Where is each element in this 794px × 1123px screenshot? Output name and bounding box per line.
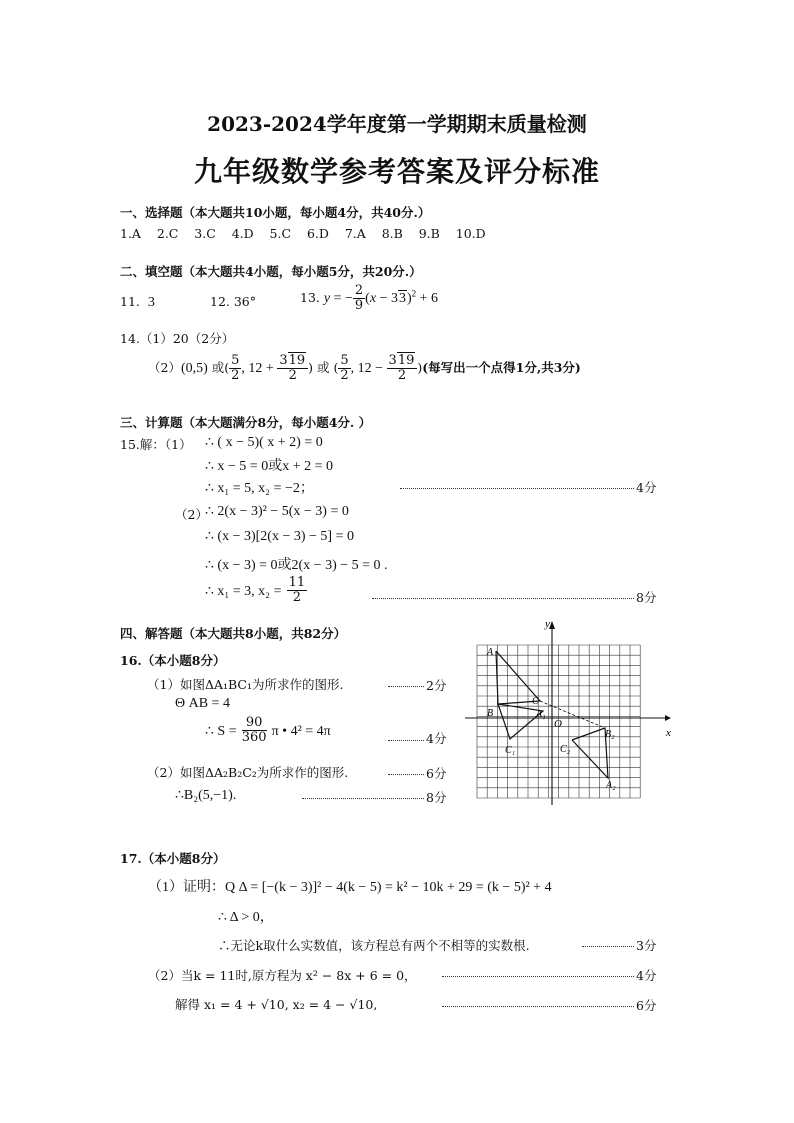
answer-key-title: 九年级数学参考答案及评分标准 <box>193 155 600 188</box>
q15-step3: ∴ x₁ = 5, x₂ = −2； <box>205 481 314 496</box>
label-A1: A₁ <box>536 709 546 720</box>
q17-score-2: 4分 <box>636 968 657 983</box>
section-1-heading: 一、选择题（本大题共10小题，每小题4分，共40分.） <box>120 205 431 220</box>
q15-step7: ∴ x₁ = 3, x₂ = $\frac{11}{2}$ <box>205 575 306 605</box>
q15-step2: ∴ x − 5 = 0或x + 2 = 0 <box>205 459 333 474</box>
q15-score-1: 4分 <box>636 480 657 495</box>
leader-dots <box>582 946 634 947</box>
leader-dots <box>388 774 424 775</box>
label-C1: C₁ <box>505 745 516 756</box>
label-C: C <box>532 696 539 707</box>
q17-line1: （1）证明：Q Δ = [−(k − 3)]² − 4(k − 5) = k² − 10k + 29 = (k − 5)² + 4 <box>148 880 552 895</box>
q13: 13. y = − $\frac{2}{9}$ $(x - 33)^2 + 6$ <box>300 283 439 313</box>
label-A2: A₂ <box>606 780 616 791</box>
section-3-heading: 三、计算题（本大题满分8分，每小题4分. ） <box>120 415 372 430</box>
q16-score-4: 8分 <box>426 790 447 805</box>
q16-line1: （1）如图ΔA₁BC₁为所求作的图形. <box>147 677 344 692</box>
q15-step1: ∴ ( x − 5)( x + 2) = 0 <box>205 435 323 450</box>
leader-dots <box>400 488 634 489</box>
answer-4: 4.D <box>231 226 254 241</box>
q17-title: 17.（本小题8分） <box>120 851 226 866</box>
leader-dots <box>442 1006 634 1007</box>
y-axis-arrow-icon <box>549 621 555 629</box>
leader-dots <box>372 598 634 599</box>
q16-line2: Θ AB = 4 <box>175 696 230 711</box>
leader-dots <box>302 798 424 799</box>
q16-line3: ∴ S = $\frac{90}{360}$ π • 4² = 4π <box>205 715 331 745</box>
leader-dots <box>442 976 634 977</box>
q16-score-1: 2分 <box>426 678 447 693</box>
answer-10: 10.D <box>455 226 486 241</box>
section-2-heading: 二、填空题（本大题共4小题，每小题5分，共20分.） <box>120 264 422 279</box>
q11: 11. 3 <box>120 294 155 310</box>
answer-1: 1.A <box>120 226 141 241</box>
q17-line2: ∴ Δ > 0， <box>218 910 274 925</box>
label-A: A <box>487 647 494 658</box>
x-axis-arrow-icon <box>665 715 671 721</box>
label-C2: C₂ <box>560 744 571 755</box>
q16-line5: ∴B₂(5,−1). <box>175 788 237 803</box>
q14-scoring-note: (每写出一个点得1分,共3分) <box>422 360 581 375</box>
spacer <box>498 704 608 778</box>
answer-2: 2.C <box>156 226 179 241</box>
origin-label: O <box>554 718 562 730</box>
q16-title: 16.（本小题8分） <box>120 653 226 668</box>
q11-answer: 3 <box>147 295 155 310</box>
q17-score-1: 3分 <box>636 938 657 953</box>
label-B2: B₂ <box>605 729 615 740</box>
triangle-A2B2C2 <box>572 728 608 778</box>
q15-score-2: 8分 <box>636 590 657 605</box>
q16-score-3: 6分 <box>426 766 447 781</box>
answer-9: 9.B <box>418 226 440 241</box>
answer-3: 3.C <box>194 226 216 241</box>
q17-line5: 解得 x₁ = 4 + √10, x₂ = 4 − √10, <box>175 997 378 1012</box>
leader-dots <box>388 740 424 741</box>
q15-part2-label: （2） <box>175 507 208 522</box>
q17-line3: ∴无论k取什么实数值，该方程总有两个不相等的实数根. <box>218 938 530 953</box>
q16-line4: （2）如图ΔA₂B₂C₂为所求作的图形. <box>147 765 349 780</box>
q14-part1: 14.（1）20（2分） <box>120 331 235 346</box>
y-axis-label: y <box>545 618 550 630</box>
answer-8: 8.B <box>381 226 403 241</box>
q16-score-2: 4分 <box>426 731 447 746</box>
q15-step5: ∴ (x − 3)[2(x − 3) − 5] = 0 <box>205 529 354 544</box>
choice-answers <box>120 226 486 241</box>
coordinate-grid-figure <box>465 615 685 810</box>
q12: 12. 36° <box>210 294 257 309</box>
answer-6: 6.D <box>306 226 329 241</box>
answer-5: 5.C <box>269 226 292 241</box>
section-4-heading: 四、解答题（本大题共8小题，共82分） <box>120 626 347 641</box>
label-B: B <box>487 708 494 719</box>
q15-step4: ∴ 2(x − 3)² − 5(x − 3) = 0 <box>205 504 349 519</box>
q17-line4: （2）当k = 11时,原方程为 x² − 8x + 6 = 0， <box>148 968 417 983</box>
q15-step6: ∴ (x − 3) = 0或2(x − 3) − 5 = 0 . <box>205 558 388 573</box>
exam-title: 2023-2024学年度第一学期期末质量检测 <box>207 112 587 136</box>
x-axis-label: x <box>666 727 671 739</box>
leader-dots <box>388 686 424 687</box>
q14-part2: （2）(0,5) 或( $\frac{5}{2}$ , 12 + $\frac{319}{2}$ ) 或 ( $\frac{5}{2}$ , 12 − $\frac{319}{2}$ )(每写出一个点得1分,共3分) <box>148 353 581 383</box>
rotation-guide-line <box>540 701 605 728</box>
answer-7: 7.A <box>344 226 366 241</box>
q15-label: 15.解：（1） <box>120 437 192 452</box>
q17-score-3: 6分 <box>636 998 657 1013</box>
